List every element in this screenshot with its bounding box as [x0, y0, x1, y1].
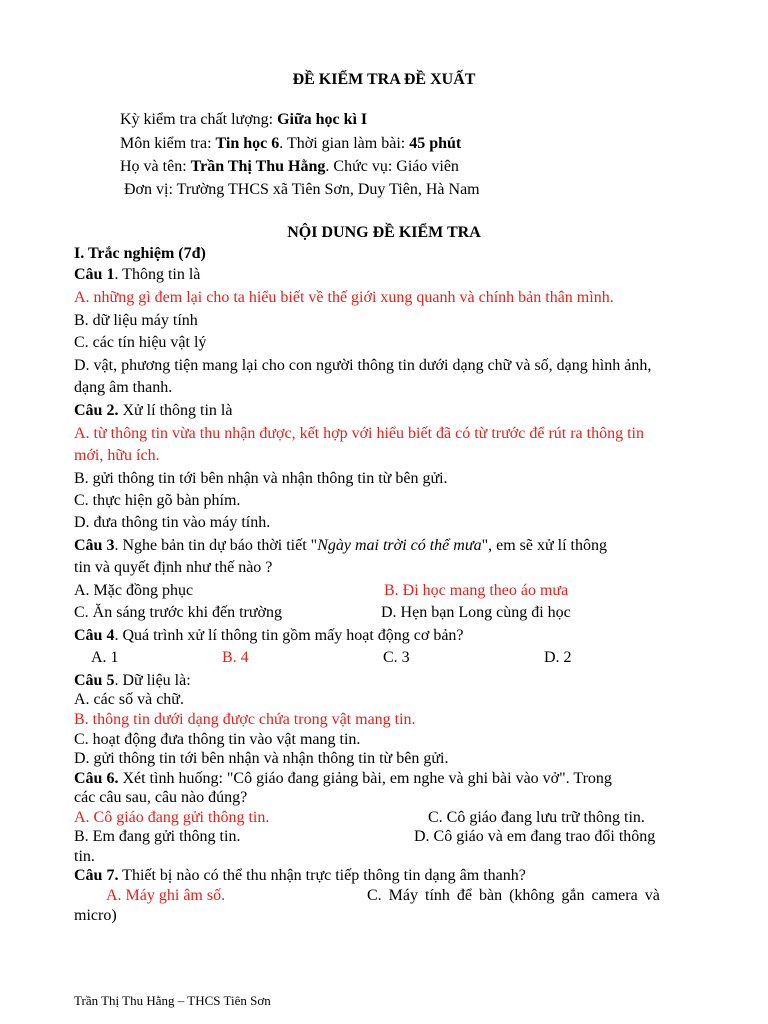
- section-title: I. Trắc nghiệm (7đ): [74, 245, 206, 262]
- time-value: 45 phút: [409, 135, 462, 152]
- page-title: ĐỀ KIỂM TRA ĐỀ XUẤT: [292, 71, 476, 88]
- q1-answer-a: A. những gì đem lại cho ta hiểu biết về thế giới xung quanh và chính bản thân mình.: [74, 289, 614, 306]
- q4-answer-a: A. 1: [91, 649, 119, 666]
- q1-answer-d: D. vật, phương tiện mang lại cho con người thông tin dưới dạng chữ và số, dạng hình ảnh,: [74, 357, 652, 374]
- q6-answer-b: B. Em đang gửi thông tin.: [74, 828, 241, 845]
- question-7: [74, 866, 526, 885]
- question-1: [74, 265, 200, 284]
- q2-answer-a-cont: mới, hữu ích.: [74, 447, 160, 464]
- q4-answer-b: B. 4: [222, 649, 249, 666]
- q6-answer-d-cont: tin.: [74, 848, 95, 865]
- question-text: Xét tình huống: "Cô giáo đang giảng bài, em nghe và ghi bài vào vở". Trong: [118, 770, 612, 787]
- question-2: [74, 401, 232, 420]
- subject-value: Tin học 6: [215, 135, 280, 152]
- question-number: Câu 7.: [74, 867, 119, 884]
- question-text: . Nghe bản tin dự báo thời tiết ": [114, 537, 318, 554]
- q2-answer-b: B. gửi thông tin tới bên nhận và nhận thông tin từ bên gửi.: [74, 470, 448, 487]
- q4-answer-d: D. 2: [544, 649, 572, 666]
- subject-label: Môn kiểm tra:: [120, 135, 216, 152]
- q7-answer-a: A. Máy ghi âm số.: [106, 887, 226, 904]
- q3-answer-c: C. Ăn sáng trước khi đến trường: [74, 604, 283, 621]
- question-text-end: ", em sẽ xử lí thông: [481, 537, 607, 554]
- question-3: [74, 536, 607, 555]
- question-number: Câu 6.: [74, 770, 119, 787]
- question-number: Câu 2.: [74, 402, 119, 419]
- question-quote: Ngày mai trời có thể mưa: [317, 537, 482, 554]
- q5-answer-a: A. các số và chữ.: [74, 691, 184, 708]
- content-title: NỘI DUNG ĐỀ KIỂM TRA: [287, 224, 481, 241]
- question-4: [74, 626, 464, 645]
- role-text: . Chức vụ: Giáo viên: [325, 158, 459, 175]
- question-text: Thiết bị nào có thể thu nhận trực tiếp thông tin dạng âm thanh?: [118, 867, 526, 884]
- q5-answer-c: C. hoạt động đưa thông tin vào vật mang tin.: [74, 731, 361, 748]
- subject-info: [120, 134, 461, 153]
- q2-answer-d: D. đưa thông tin vào máy tính.: [74, 514, 271, 531]
- q2-answer-c: C. thực hiện gõ bàn phím.: [74, 492, 241, 509]
- time-label: . Thời gian làm bài:: [279, 135, 410, 152]
- q1-answer-b: B. dữ liệu máy tính: [74, 312, 198, 329]
- question-3-cont: tin và quyết định như thế nào ?: [74, 559, 273, 576]
- q7-answer-c: C. Máy tính để bàn (không gắn camera và: [367, 887, 660, 904]
- question-number: Câu 5: [74, 672, 115, 689]
- author-info: [120, 157, 459, 176]
- q2-answer-a: A. từ thông tin vừa thu nhận được, kết hợp với hiểu biết đã có từ trước để rút ra thông tin: [74, 425, 644, 442]
- q6-answer-d: D. Cô giáo và em đang trao đổi thông: [414, 828, 656, 845]
- question-text: . Dữ liệu là:: [114, 672, 191, 689]
- question-text: . Thông tin là: [114, 266, 201, 283]
- q1-answer-c: C. các tín hiệu vật lý: [74, 334, 207, 351]
- question-6-cont: các câu sau, câu nào đúng?: [74, 789, 248, 806]
- q3-answer-a: A. Mặc đồng phục: [74, 582, 194, 599]
- unit-info: Đơn vị: Trường THCS xã Tiên Sơn, Duy Tiên, Hà Nam: [124, 181, 480, 198]
- q3-answer-d: D. Hẹn bạn Long cùng đi học: [381, 604, 571, 621]
- question-5: [74, 671, 191, 690]
- question-number: Câu 1: [74, 266, 115, 283]
- q4-answer-c: C. 3: [383, 649, 410, 666]
- q7-answer-c-cont: micro): [74, 907, 117, 924]
- q5-answer-b: B. thông tin dưới dạng được chứa trong vật mang tin.: [74, 711, 416, 728]
- question-number: Câu 4: [74, 627, 115, 644]
- name-value: Trần Thị Thu Hằng: [190, 158, 326, 175]
- question-text: . Quá trình xử lí thông tin gồm mấy hoạt động cơ bản?: [114, 627, 464, 644]
- q6-answer-a: A. Cô giáo đang gửi thông tin.: [74, 809, 270, 826]
- question-number: Câu 3: [74, 537, 115, 554]
- name-label: Họ và tên:: [120, 158, 191, 175]
- exam-label: Kỳ kiểm tra chất lượng:: [120, 111, 278, 128]
- q1-answer-d-cont: dạng âm thanh.: [74, 379, 173, 396]
- q6-answer-c: C. Cô giáo đang lưu trữ thông tin.: [428, 809, 645, 826]
- exam-info: [120, 110, 367, 129]
- q5-answer-d: D. gửi thông tin tới bên nhận và nhận thông tin từ bên gửi.: [74, 750, 449, 767]
- q3-answer-b: B. Đi học mang theo áo mưa: [384, 582, 569, 599]
- page-footer: Trần Thị Thu Hằng – THCS Tiên Sơn: [74, 993, 271, 1008]
- exam-value: Giữa học kì I: [277, 111, 368, 128]
- question-text: Xử lí thông tin là: [118, 402, 233, 419]
- question-6: [74, 769, 612, 788]
